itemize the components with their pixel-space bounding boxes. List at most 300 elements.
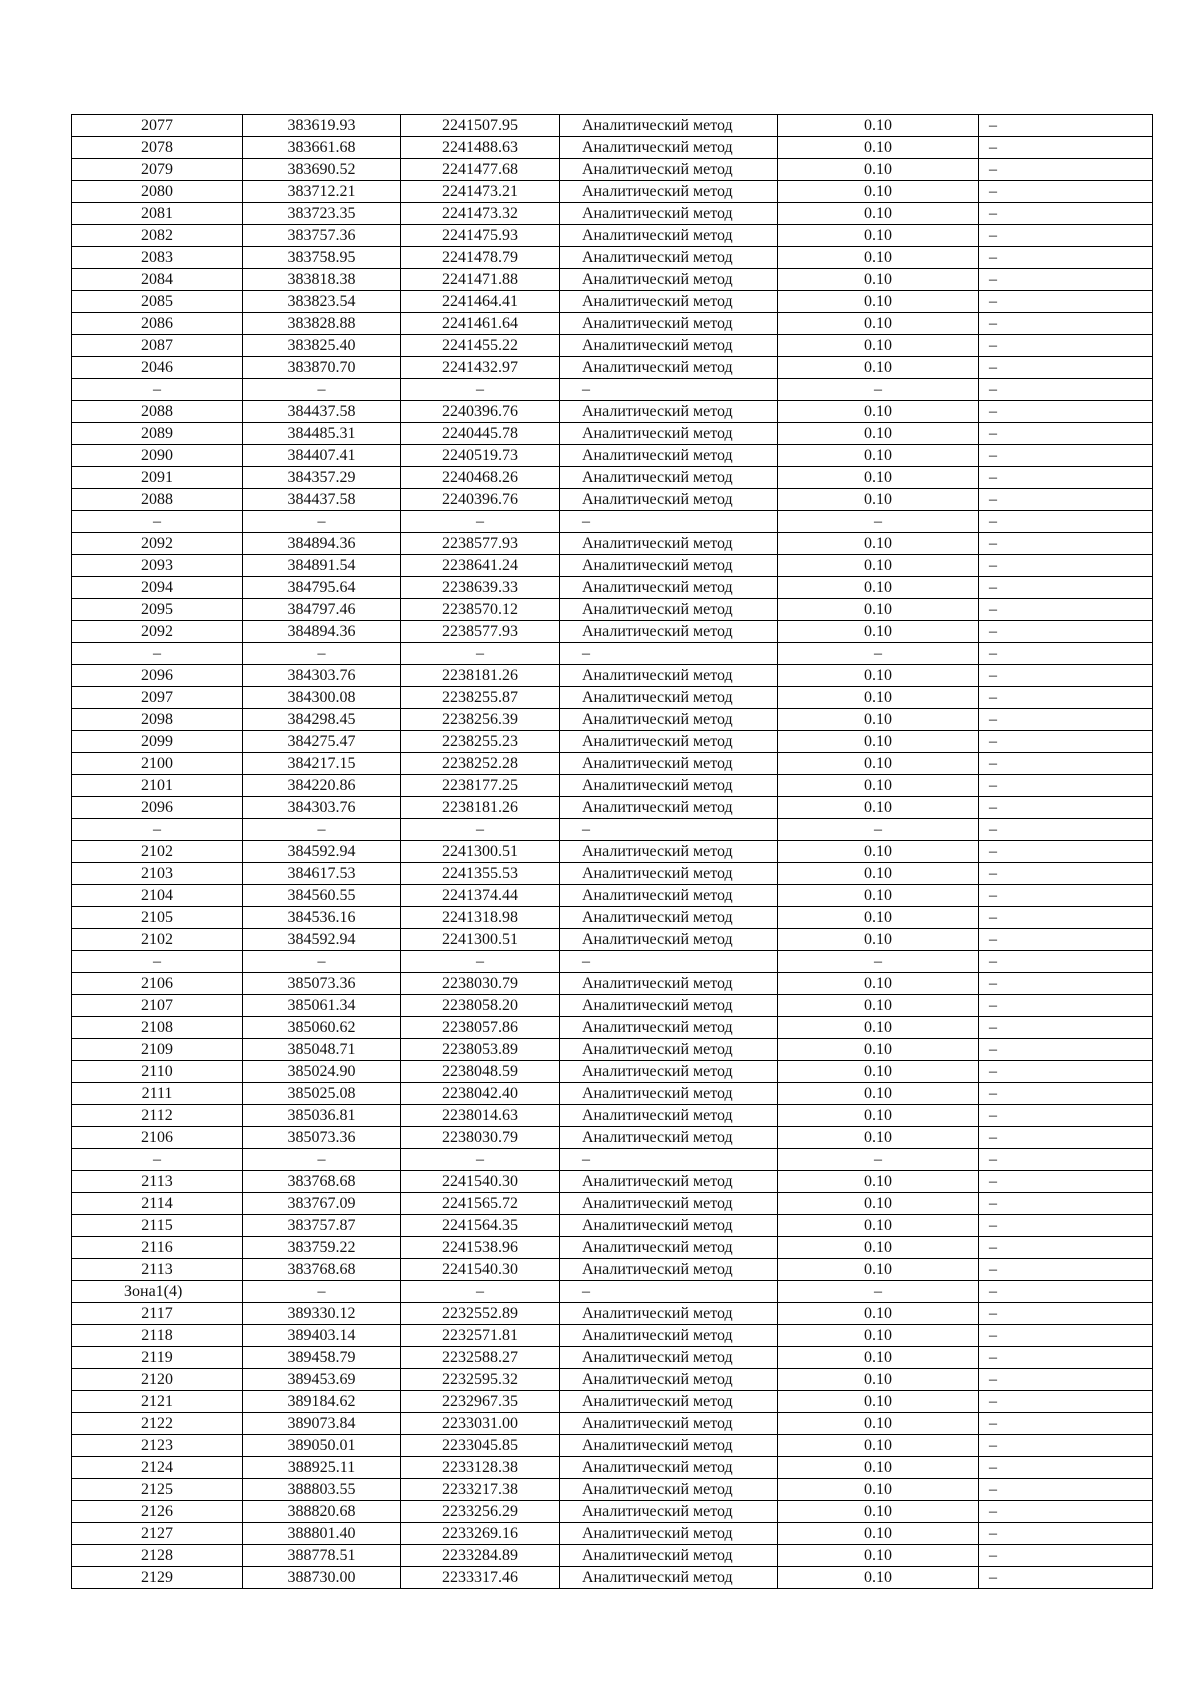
x-coordinate-cell: 385048.71 xyxy=(243,1039,401,1061)
accuracy-cell: 0.10 xyxy=(778,841,979,863)
y-coordinate-cell: 2238181.26 xyxy=(401,665,560,687)
x-coordinate-cell: 383690.52 xyxy=(243,159,401,181)
point-number-cell: 2077 xyxy=(72,115,243,137)
accuracy-cell: 0.10 xyxy=(778,1237,979,1259)
y-coordinate-cell: 2241461.64 xyxy=(401,313,560,335)
y-coordinate-cell: 2238577.93 xyxy=(401,621,560,643)
y-coordinate-cell: 2241478.79 xyxy=(401,247,560,269)
x-coordinate-cell: 383757.87 xyxy=(243,1215,401,1237)
point-number-cell: 2105 xyxy=(72,907,243,929)
y-coordinate-cell: – xyxy=(401,643,560,665)
table-row xyxy=(72,929,1153,951)
point-number-cell: – xyxy=(72,951,243,973)
y-coordinate-cell: 2241475.93 xyxy=(401,225,560,247)
note-cell: – xyxy=(979,1127,1153,1149)
table-row xyxy=(72,467,1153,489)
note-cell: – xyxy=(979,1457,1153,1479)
note-cell: – xyxy=(979,709,1153,731)
method-cell: Аналитический метод xyxy=(560,1391,778,1413)
method-cell: Аналитический метод xyxy=(560,1369,778,1391)
note-cell: – xyxy=(979,1501,1153,1523)
y-coordinate-cell: 2241355.53 xyxy=(401,863,560,885)
table-row xyxy=(72,115,1153,137)
x-coordinate-cell: 388820.68 xyxy=(243,1501,401,1523)
x-coordinate-cell: 384894.36 xyxy=(243,533,401,555)
x-coordinate-cell: 383818.38 xyxy=(243,269,401,291)
y-coordinate-cell: 2238053.89 xyxy=(401,1039,560,1061)
method-cell: Аналитический метод xyxy=(560,1303,778,1325)
method-cell: Аналитический метод xyxy=(560,1105,778,1127)
y-coordinate-cell: 2241300.51 xyxy=(401,841,560,863)
point-number-cell: 2103 xyxy=(72,863,243,885)
x-coordinate-cell: 385073.36 xyxy=(243,973,401,995)
point-number-cell: 2098 xyxy=(72,709,243,731)
x-coordinate-cell: 384437.58 xyxy=(243,489,401,511)
point-number-cell: 2101 xyxy=(72,775,243,797)
accuracy-cell: 0.10 xyxy=(778,115,979,137)
note-cell: – xyxy=(979,753,1153,775)
y-coordinate-cell: 2241538.96 xyxy=(401,1237,560,1259)
accuracy-cell: 0.10 xyxy=(778,995,979,1017)
point-number-cell: 2119 xyxy=(72,1347,243,1369)
accuracy-cell: 0.10 xyxy=(778,1435,979,1457)
y-coordinate-cell: 2238030.79 xyxy=(401,973,560,995)
accuracy-cell: 0.10 xyxy=(778,401,979,423)
point-number-cell: 2106 xyxy=(72,973,243,995)
method-cell: Аналитический метод xyxy=(560,709,778,731)
method-cell: Аналитический метод xyxy=(560,335,778,357)
x-coordinate-cell: 384357.29 xyxy=(243,467,401,489)
x-coordinate-cell: 383619.93 xyxy=(243,115,401,137)
method-cell: Аналитический метод xyxy=(560,313,778,335)
x-coordinate-cell: 383870.70 xyxy=(243,357,401,379)
method-cell: Аналитический метод xyxy=(560,555,778,577)
note-cell: – xyxy=(979,555,1153,577)
accuracy-cell: 0.10 xyxy=(778,1171,979,1193)
x-coordinate-cell: 384485.31 xyxy=(243,423,401,445)
method-cell: Аналитический метод xyxy=(560,1545,778,1567)
note-cell: – xyxy=(979,1039,1153,1061)
table-row xyxy=(72,225,1153,247)
table-row xyxy=(72,1193,1153,1215)
x-coordinate-cell: – xyxy=(243,643,401,665)
x-coordinate-cell: 384795.64 xyxy=(243,577,401,599)
accuracy-cell: 0.10 xyxy=(778,1083,979,1105)
point-number-cell: 2115 xyxy=(72,1215,243,1237)
point-number-cell: 2100 xyxy=(72,753,243,775)
accuracy-cell: 0.10 xyxy=(778,973,979,995)
method-cell: – xyxy=(560,951,778,973)
note-cell: – xyxy=(979,467,1153,489)
note-cell: – xyxy=(979,159,1153,181)
y-coordinate-cell: 2232588.27 xyxy=(401,1347,560,1369)
accuracy-cell: 0.10 xyxy=(778,687,979,709)
table-row xyxy=(72,1017,1153,1039)
method-cell: Аналитический метод xyxy=(560,533,778,555)
table-row xyxy=(72,269,1153,291)
note-cell: – xyxy=(979,1325,1153,1347)
accuracy-cell: 0.10 xyxy=(778,247,979,269)
note-cell: – xyxy=(979,137,1153,159)
y-coordinate-cell: 2238030.79 xyxy=(401,1127,560,1149)
y-coordinate-cell: – xyxy=(401,951,560,973)
point-number-cell: 2102 xyxy=(72,841,243,863)
point-number-cell: 2078 xyxy=(72,137,243,159)
table-row xyxy=(72,1457,1153,1479)
point-number-cell: 2087 xyxy=(72,335,243,357)
table-row xyxy=(72,599,1153,621)
y-coordinate-cell: 2238256.39 xyxy=(401,709,560,731)
y-coordinate-cell: 2241318.98 xyxy=(401,907,560,929)
note-cell: – xyxy=(979,423,1153,445)
method-cell: Аналитический метод xyxy=(560,159,778,181)
y-coordinate-cell: 2241300.51 xyxy=(401,929,560,951)
note-cell: – xyxy=(979,225,1153,247)
point-number-cell: 2083 xyxy=(72,247,243,269)
point-number-cell: 2122 xyxy=(72,1413,243,1435)
x-coordinate-cell: 383661.68 xyxy=(243,137,401,159)
x-coordinate-cell: 388803.55 xyxy=(243,1479,401,1501)
y-coordinate-cell: 2233217.38 xyxy=(401,1479,560,1501)
table-row xyxy=(72,291,1153,313)
method-cell: Аналитический метод xyxy=(560,1083,778,1105)
note-cell: – xyxy=(979,643,1153,665)
accuracy-cell: 0.10 xyxy=(778,1545,979,1567)
x-coordinate-cell: 384217.15 xyxy=(243,753,401,775)
accuracy-cell: 0.10 xyxy=(778,291,979,313)
x-coordinate-cell: 383759.22 xyxy=(243,1237,401,1259)
method-cell: Аналитический метод xyxy=(560,731,778,753)
x-coordinate-cell: 384592.94 xyxy=(243,929,401,951)
point-number-cell: 2084 xyxy=(72,269,243,291)
note-cell: – xyxy=(979,115,1153,137)
x-coordinate-cell: – xyxy=(243,379,401,401)
table-row xyxy=(72,379,1153,401)
method-cell: Аналитический метод xyxy=(560,1523,778,1545)
point-number-cell: 2120 xyxy=(72,1369,243,1391)
y-coordinate-cell: 2240468.26 xyxy=(401,467,560,489)
method-cell: Аналитический метод xyxy=(560,1501,778,1523)
table-row xyxy=(72,1105,1153,1127)
note-cell: – xyxy=(979,621,1153,643)
x-coordinate-cell: 383823.54 xyxy=(243,291,401,313)
table-row xyxy=(72,1281,1153,1303)
x-coordinate-cell: 385073.36 xyxy=(243,1127,401,1149)
note-cell: – xyxy=(979,687,1153,709)
y-coordinate-cell: 2233284.89 xyxy=(401,1545,560,1567)
point-number-cell: 2108 xyxy=(72,1017,243,1039)
accuracy-cell: – xyxy=(778,819,979,841)
x-coordinate-cell: 388778.51 xyxy=(243,1545,401,1567)
y-coordinate-cell: 2233256.29 xyxy=(401,1501,560,1523)
accuracy-cell: 0.10 xyxy=(778,1017,979,1039)
y-coordinate-cell: 2232552.89 xyxy=(401,1303,560,1325)
point-number-cell: 2094 xyxy=(72,577,243,599)
table-row xyxy=(72,1303,1153,1325)
table-row xyxy=(72,797,1153,819)
table-row xyxy=(72,1347,1153,1369)
method-cell: Аналитический метод xyxy=(560,621,778,643)
x-coordinate-cell: 384560.55 xyxy=(243,885,401,907)
y-coordinate-cell: 2240396.76 xyxy=(401,401,560,423)
y-coordinate-cell: 2241488.63 xyxy=(401,137,560,159)
table-row xyxy=(72,885,1153,907)
method-cell: Аналитический метод xyxy=(560,797,778,819)
accuracy-cell: 0.10 xyxy=(778,1193,979,1215)
accuracy-cell: 0.10 xyxy=(778,1479,979,1501)
table-row xyxy=(72,1479,1153,1501)
note-cell: – xyxy=(979,665,1153,687)
method-cell: Аналитический метод xyxy=(560,1347,778,1369)
method-cell: Аналитический метод xyxy=(560,1457,778,1479)
method-cell: Аналитический метод xyxy=(560,995,778,1017)
note-cell: – xyxy=(979,599,1153,621)
y-coordinate-cell: 2233317.46 xyxy=(401,1567,560,1589)
method-cell: Аналитический метод xyxy=(560,137,778,159)
method-cell: Аналитический метод xyxy=(560,1215,778,1237)
table-body xyxy=(72,115,1153,1589)
table-row xyxy=(72,533,1153,555)
accuracy-cell: 0.10 xyxy=(778,1105,979,1127)
table-row xyxy=(72,1039,1153,1061)
accuracy-cell: 0.10 xyxy=(778,599,979,621)
table-row xyxy=(72,775,1153,797)
x-coordinate-cell: 384891.54 xyxy=(243,555,401,577)
method-cell: Аналитический метод xyxy=(560,885,778,907)
point-number-cell: – xyxy=(72,379,243,401)
method-cell: Аналитический метод xyxy=(560,269,778,291)
x-coordinate-cell: 383758.95 xyxy=(243,247,401,269)
y-coordinate-cell: 2238181.26 xyxy=(401,797,560,819)
x-coordinate-cell: 385025.08 xyxy=(243,1083,401,1105)
accuracy-cell: 0.10 xyxy=(778,885,979,907)
table-row xyxy=(72,1083,1153,1105)
note-cell: – xyxy=(979,841,1153,863)
x-coordinate-cell: 384437.58 xyxy=(243,401,401,423)
point-number-cell: – xyxy=(72,1149,243,1171)
accuracy-cell: 0.10 xyxy=(778,1523,979,1545)
table-row xyxy=(72,1567,1153,1589)
point-number-cell: 2090 xyxy=(72,445,243,467)
method-cell: Аналитический метод xyxy=(560,1567,778,1589)
method-cell: Аналитический метод xyxy=(560,181,778,203)
point-number-cell: 2128 xyxy=(72,1545,243,1567)
method-cell: Аналитический метод xyxy=(560,467,778,489)
accuracy-cell: 0.10 xyxy=(778,775,979,797)
accuracy-cell: 0.10 xyxy=(778,335,979,357)
note-cell: – xyxy=(979,291,1153,313)
table-row xyxy=(72,1413,1153,1435)
accuracy-cell: 0.10 xyxy=(778,269,979,291)
method-cell: Аналитический метод xyxy=(560,753,778,775)
x-coordinate-cell: 389050.01 xyxy=(243,1435,401,1457)
note-cell: – xyxy=(979,1303,1153,1325)
point-number-cell: 2109 xyxy=(72,1039,243,1061)
accuracy-cell: 0.10 xyxy=(778,1127,979,1149)
x-coordinate-cell: 383767.09 xyxy=(243,1193,401,1215)
x-coordinate-cell: 389453.69 xyxy=(243,1369,401,1391)
point-number-cell: 2106 xyxy=(72,1127,243,1149)
x-coordinate-cell: 383825.40 xyxy=(243,335,401,357)
method-cell: Аналитический метод xyxy=(560,1479,778,1501)
y-coordinate-cell: 2238048.59 xyxy=(401,1061,560,1083)
accuracy-cell: 0.10 xyxy=(778,159,979,181)
point-number-cell: 2088 xyxy=(72,489,243,511)
method-cell: Аналитический метод xyxy=(560,665,778,687)
x-coordinate-cell: 384592.94 xyxy=(243,841,401,863)
y-coordinate-cell: 2238577.93 xyxy=(401,533,560,555)
table-row xyxy=(72,687,1153,709)
x-coordinate-cell: 383712.21 xyxy=(243,181,401,203)
note-cell: – xyxy=(979,973,1153,995)
point-number-cell: 2117 xyxy=(72,1303,243,1325)
x-coordinate-cell: 383768.68 xyxy=(243,1171,401,1193)
accuracy-cell: 0.10 xyxy=(778,731,979,753)
point-number-cell: 2127 xyxy=(72,1523,243,1545)
note-cell: – xyxy=(979,1083,1153,1105)
method-cell: Аналитический метод xyxy=(560,203,778,225)
method-cell: Аналитический метод xyxy=(560,577,778,599)
point-number-cell: 2089 xyxy=(72,423,243,445)
y-coordinate-cell: 2238255.87 xyxy=(401,687,560,709)
point-number-cell: 2046 xyxy=(72,357,243,379)
note-cell: – xyxy=(979,819,1153,841)
y-coordinate-cell: 2241455.22 xyxy=(401,335,560,357)
y-coordinate-cell: 2238057.86 xyxy=(401,1017,560,1039)
point-number-cell: 2110 xyxy=(72,1061,243,1083)
method-cell: Аналитический метод xyxy=(560,489,778,511)
table-row xyxy=(72,1545,1153,1567)
y-coordinate-cell: 2233128.38 xyxy=(401,1457,560,1479)
point-number-cell: 2082 xyxy=(72,225,243,247)
x-coordinate-cell: 383768.68 xyxy=(243,1259,401,1281)
note-cell: – xyxy=(979,1215,1153,1237)
y-coordinate-cell: 2241564.35 xyxy=(401,1215,560,1237)
note-cell: – xyxy=(979,1413,1153,1435)
note-cell: – xyxy=(979,1193,1153,1215)
point-number-cell: 2114 xyxy=(72,1193,243,1215)
y-coordinate-cell: 2233045.85 xyxy=(401,1435,560,1457)
y-coordinate-cell: – xyxy=(401,511,560,533)
table-row xyxy=(72,1369,1153,1391)
method-cell: Аналитический метод xyxy=(560,907,778,929)
point-number-cell: 2113 xyxy=(72,1171,243,1193)
accuracy-cell: 0.10 xyxy=(778,577,979,599)
y-coordinate-cell: 2238058.20 xyxy=(401,995,560,1017)
point-number-cell: 2123 xyxy=(72,1435,243,1457)
note-cell: – xyxy=(979,1259,1153,1281)
note-cell: – xyxy=(979,731,1153,753)
x-coordinate-cell: – xyxy=(243,819,401,841)
point-number-cell: 2118 xyxy=(72,1325,243,1347)
accuracy-cell: 0.10 xyxy=(778,445,979,467)
table-row xyxy=(72,1391,1153,1413)
table-row xyxy=(72,1523,1153,1545)
x-coordinate-cell: 384300.08 xyxy=(243,687,401,709)
point-number-cell: 2080 xyxy=(72,181,243,203)
y-coordinate-cell: 2241473.21 xyxy=(401,181,560,203)
method-cell: Аналитический метод xyxy=(560,1193,778,1215)
accuracy-cell: 0.10 xyxy=(778,1457,979,1479)
accuracy-cell: 0.10 xyxy=(778,929,979,951)
point-number-cell: 2111 xyxy=(72,1083,243,1105)
x-coordinate-cell: 385024.90 xyxy=(243,1061,401,1083)
y-coordinate-cell: 2238177.25 xyxy=(401,775,560,797)
note-cell: – xyxy=(979,203,1153,225)
x-coordinate-cell: 384536.16 xyxy=(243,907,401,929)
y-coordinate-cell: 2241477.68 xyxy=(401,159,560,181)
table-row xyxy=(72,313,1153,335)
point-number-cell: 2104 xyxy=(72,885,243,907)
y-coordinate-cell: 2232571.81 xyxy=(401,1325,560,1347)
table-row xyxy=(72,1237,1153,1259)
accuracy-cell: 0.10 xyxy=(778,423,979,445)
accuracy-cell: – xyxy=(778,951,979,973)
method-cell: – xyxy=(560,643,778,665)
accuracy-cell: 0.10 xyxy=(778,1325,979,1347)
table-row xyxy=(72,1215,1153,1237)
table-row xyxy=(72,665,1153,687)
note-cell: – xyxy=(979,401,1153,423)
method-cell: Аналитический метод xyxy=(560,863,778,885)
accuracy-cell: 0.10 xyxy=(778,797,979,819)
point-number-cell: 2129 xyxy=(72,1567,243,1589)
accuracy-cell: 0.10 xyxy=(778,1215,979,1237)
note-cell: – xyxy=(979,1369,1153,1391)
table-row xyxy=(72,137,1153,159)
x-coordinate-cell: 384298.45 xyxy=(243,709,401,731)
point-number-cell: 2097 xyxy=(72,687,243,709)
method-cell: – xyxy=(560,1281,778,1303)
x-coordinate-cell: 388925.11 xyxy=(243,1457,401,1479)
method-cell: Аналитический метод xyxy=(560,225,778,247)
note-cell: – xyxy=(979,1347,1153,1369)
note-cell: – xyxy=(979,1545,1153,1567)
x-coordinate-cell: 384303.76 xyxy=(243,797,401,819)
note-cell: – xyxy=(979,1017,1153,1039)
note-cell: – xyxy=(979,357,1153,379)
accuracy-cell: 0.10 xyxy=(778,489,979,511)
method-cell: Аналитический метод xyxy=(560,775,778,797)
y-coordinate-cell: 2232595.32 xyxy=(401,1369,560,1391)
note-cell: – xyxy=(979,1237,1153,1259)
method-cell: Аналитический метод xyxy=(560,1171,778,1193)
x-coordinate-cell: 388730.00 xyxy=(243,1567,401,1589)
note-cell: – xyxy=(979,907,1153,929)
point-number-cell: 2113 xyxy=(72,1259,243,1281)
table-row xyxy=(72,731,1153,753)
y-coordinate-cell: – xyxy=(401,819,560,841)
method-cell: Аналитический метод xyxy=(560,1237,778,1259)
x-coordinate-cell: 384407.41 xyxy=(243,445,401,467)
y-coordinate-cell: 2241540.30 xyxy=(401,1259,560,1281)
table-row xyxy=(72,1325,1153,1347)
table-row xyxy=(72,973,1153,995)
method-cell: Аналитический метод xyxy=(560,1127,778,1149)
accuracy-cell: – xyxy=(778,643,979,665)
note-cell: – xyxy=(979,1171,1153,1193)
method-cell: – xyxy=(560,1149,778,1171)
table-row xyxy=(72,621,1153,643)
point-number-cell: 2116 xyxy=(72,1237,243,1259)
note-cell: – xyxy=(979,489,1153,511)
accuracy-cell: 0.10 xyxy=(778,863,979,885)
note-cell: – xyxy=(979,1567,1153,1589)
point-number-cell: 2126 xyxy=(72,1501,243,1523)
method-cell: Аналитический метод xyxy=(560,1413,778,1435)
point-number-cell: Зона1(4) xyxy=(72,1281,243,1303)
note-cell: – xyxy=(979,885,1153,907)
